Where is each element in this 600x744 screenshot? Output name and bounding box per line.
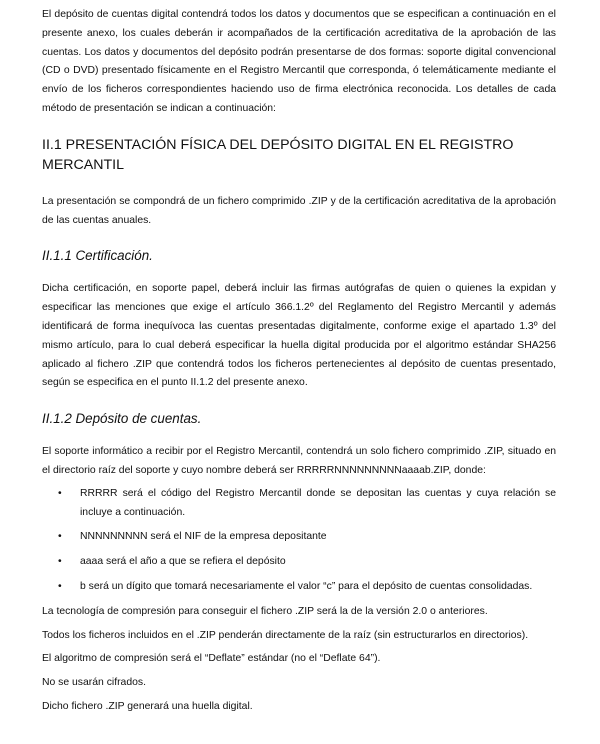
bullet-icon: •: [58, 580, 62, 592]
bullet-icon: •: [58, 487, 62, 499]
root-files-line: Todos los ficheros incluidos en el .ZIP penderán directamente de la raíz (sin estructurarlos en directorios).: [42, 629, 529, 641]
certificacion-paragraph: Dicha certificación, en soporte papel, deberá incluir las firmas autógrafas de quien o quienes la expidan y especificar las menciones que exige el artículo 366.1.2º del Reglamento del Registro Mercantil y además identificará de forma inequívoca las cuentas presentadas digitalmente, conforme exige el apartado 1.3º del mismo artículo, para lo cual deberá especificar la huella digital producida por el algoritmo estándar SHA256 aplicado al fichero .ZIP que contendrá todos los ficheros pertenecientes al depósito de cuentas presentado, según se especifica en el punto II.1.2 del presente anexo.: [42, 283, 556, 389]
no-encryption-line: No se usarán cifrados.: [42, 677, 146, 689]
compression-version-line: La tecnología de compresión para conseguir el fichero .ZIP será la de la versión 2.0 o anteriores.: [42, 605, 488, 617]
section-heading: II.1 PRESENTACIÓN FÍSICA DEL DEPÓSITO DIGITAL EN EL REGISTRO MERCANTIL: [42, 136, 514, 173]
hash-line: Dicho fichero .ZIP generará una huella digital.: [42, 700, 253, 712]
list-item: [42, 485, 556, 523]
bullet-icon: •: [58, 531, 62, 543]
bullet-list: [42, 485, 556, 597]
intro-paragraph: El depósito de cuentas digital contendrá todos los datos y documentos que se especifican a continuación en el presente anexo, los cuales deberán ir acompañados de la certificación acreditativa de la aprobación de las cuentas. Los datos y documentos del depósito podrán presentarse de dos formas: soporte digital convencional (CD o DVD) presentado físicamente en el Registro Mercantil que corresponda, ó telemáticamente mediante el envío de los ficheros correspondientes haciendo uso de firma electrónica reconocida. Los detalles de cada método de presentación se indican a continuación:: [42, 9, 556, 114]
list-item: [42, 578, 556, 597]
list-item-text: b será un dígito que tomará necesariamente el valor “c” para el depósito de cuentas consolidadas.: [80, 580, 533, 592]
document-page: [42, 6, 556, 722]
list-item: [42, 553, 556, 572]
deflate-line: El algoritmo de compresión será el “Deflate” estándar (no el “Deflate 64”).: [42, 653, 381, 665]
list-item-text: RRRRR será el código del Registro Mercantil donde se depositan las cuentas y cuya relación se incluye a continuación.: [80, 487, 556, 518]
list-item-text: aaaa será el año a que se refiera el depósito: [80, 556, 286, 568]
subsection-heading-deposito: II.1.2 Depósito de cuentas.: [42, 411, 202, 427]
subsection-heading-certificacion: II.1.1 Certificación.: [42, 248, 153, 264]
list-item-text: NNNNNNNNN será el NIF de la empresa depositante: [80, 531, 327, 543]
section-paragraph: La presentación se compondrá de un fichero comprimido .ZIP y de la certificación acreditativa de la aprobación de las cuentas anuales.: [42, 195, 556, 226]
bullet-icon: •: [58, 556, 62, 568]
deposito-paragraph: El soporte informático a recibir por el Registro Mercantil, contendrá un solo fichero comprimido .ZIP, situado en el directorio raíz del soporte y cuyo nombre deberá ser RRRRRNNNNNNNNNaaaab.ZIP, donde:: [42, 446, 556, 476]
list-item: [42, 528, 556, 547]
